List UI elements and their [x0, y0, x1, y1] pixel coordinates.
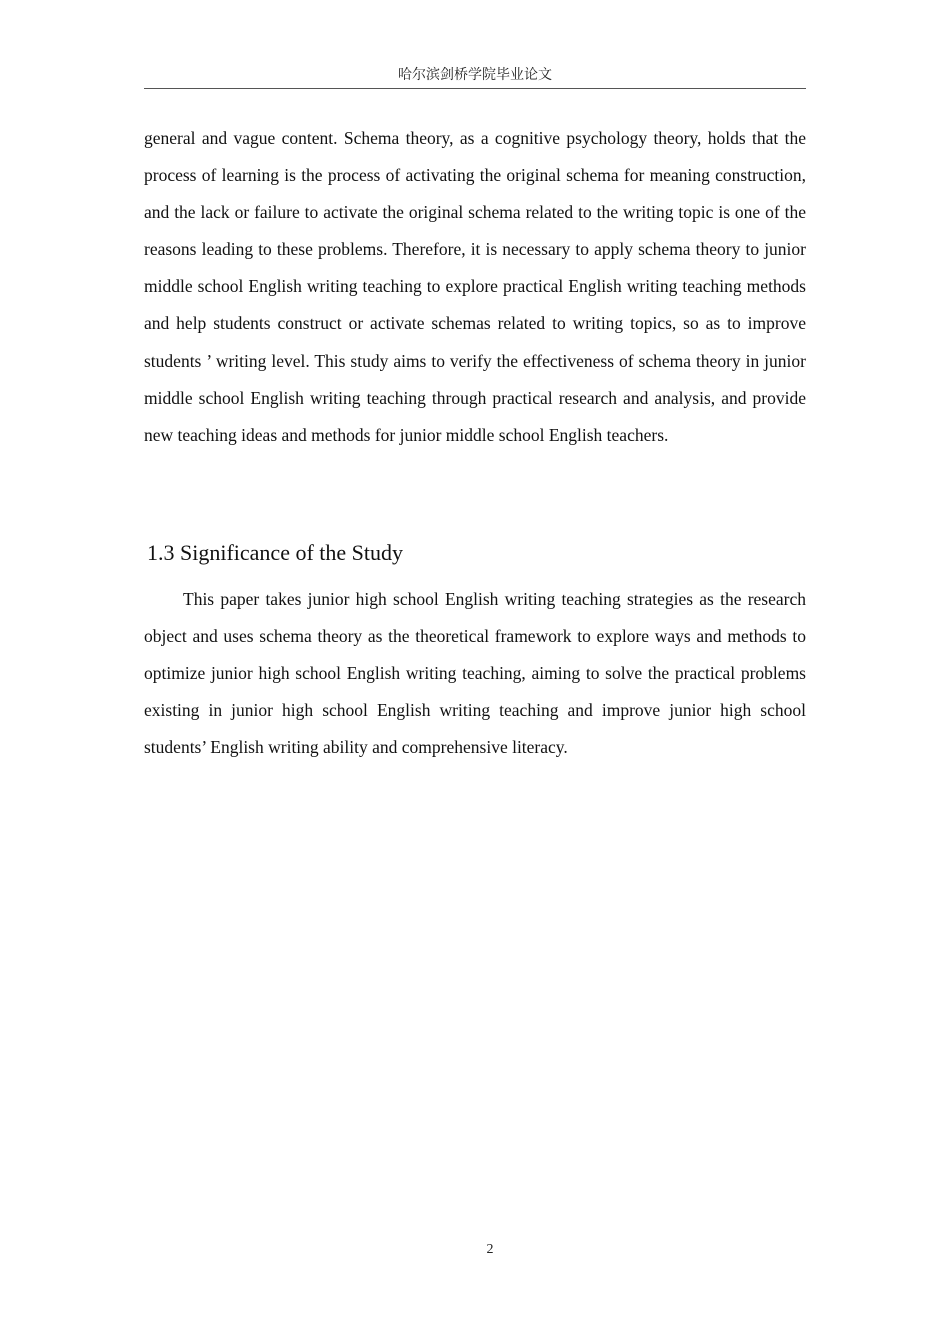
section-heading: 1.3 Significance of the Study — [147, 540, 404, 565]
page-number: 2 — [486, 1242, 494, 1257]
body-paragraph: general and vague content. Schema theory, as a cognitive psychology theory, holds that the process of learning is the process of activating the original schema for meaning construction, and the lack or failure to activate the original schema related to the writing topic is one of the reasons leading to these problems. Therefore, it is necessary to apply schema theory to junior middle school English writing teaching to explore practical English writing teaching methods and help students construct or activate schemas related to writing topics, so as to improve students ’ writing level. This study aims to verify the effectiveness of schema theory in junior middle school English writing teaching through practical research and analysis, and provide new teaching ideas and methods for junior middle school English teachers. — [144, 128, 806, 445]
body-paragraph: This paper takes junior high school English writing teaching strategies as the research object and uses schema theory as the theoretical framework to explore ways and methods to optimize junior high school English writing teaching, aiming to solve the practical problems existing in junior high school English writing teaching and improve junior high school students’ English writing ability and comprehensive literacy. — [144, 589, 806, 758]
header-divider — [144, 88, 806, 89]
running-header: 哈尔滨剑桥学院毕业论文 — [398, 68, 552, 83]
